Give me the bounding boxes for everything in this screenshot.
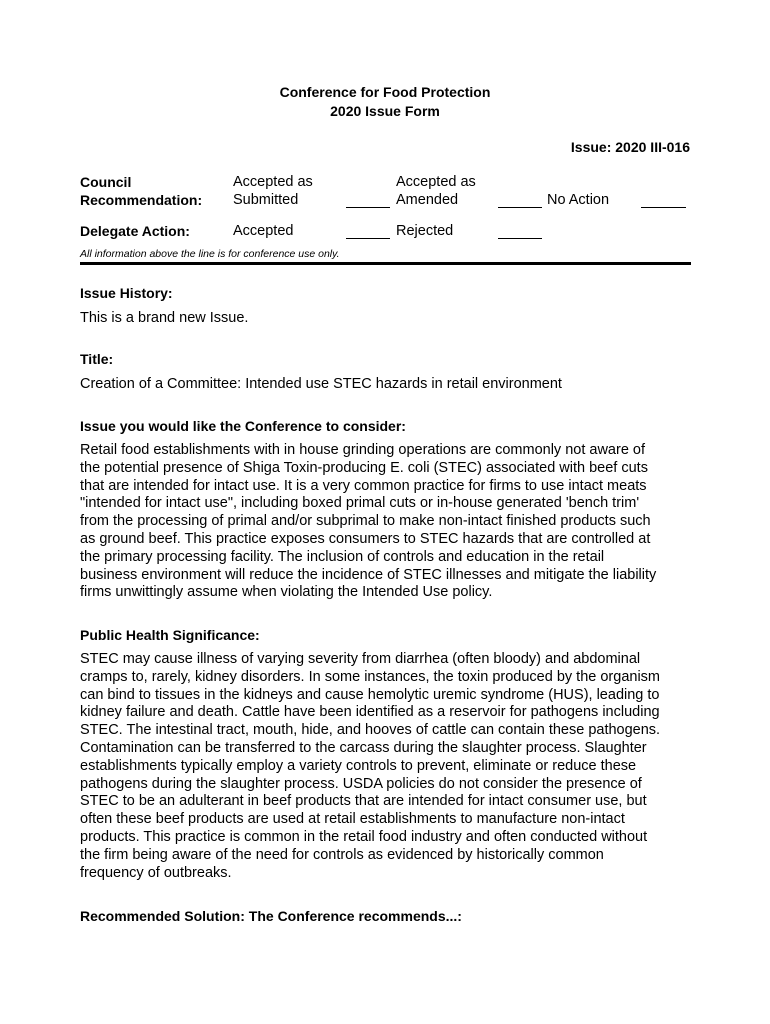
paragraph-line: establishments typically employ a variety controls to prevent, eliminate or reduce these <box>80 757 637 774</box>
paragraph-line: STEC may cause illness of varying severity from diarrhea (often bloody) and abdominal <box>80 651 641 667</box>
title-heading: Title: <box>80 351 114 367</box>
delegate-opt1: Accepted <box>233 223 294 239</box>
paragraph-line: firms unwittingly assume when violating the Intended Use policy. <box>80 584 493 601</box>
paragraph-line: STEC. The intestinal tract, mouth, hide, and hooves of cattle can contain these pathogens. <box>80 722 661 739</box>
paragraph-line: products. This practice is common in the retail food industry and often conducted without <box>80 828 648 845</box>
delegate-opt2-blank[interactable] <box>498 226 542 239</box>
council-label-line2: Recommendation: <box>80 192 203 208</box>
delegate-label: Delegate Action: <box>80 223 190 239</box>
council-opt1-blank[interactable] <box>346 195 390 208</box>
delegate-opt1-blank[interactable] <box>346 226 390 239</box>
paragraph-line: pathogens during the slaughter process. USDA policies do not consider the presence of <box>80 775 642 792</box>
issue-consider-body <box>80 442 692 602</box>
form-title-line1: Conference for Food Protection <box>279 84 491 100</box>
recommended-solution-heading: Recommended Solution: The Conference recommends...: <box>80 908 462 924</box>
council-label-line1: Council <box>80 174 132 190</box>
title-text: Creation of a Committee: Intended use STEC hazards in retail environment <box>80 376 562 392</box>
council-opt2-line2: Amended <box>396 192 459 208</box>
paragraph-line: the potential presence of Shiga Toxin-producing E. coli (STEC) associated with beef cuts <box>80 459 648 476</box>
public-health-body <box>80 651 692 882</box>
paragraph-line: that are intended for intact use. It is a very common practice for firms to use intact meats <box>80 477 647 494</box>
issue-consider-heading: Issue you would like the Conference to consider: <box>80 418 406 434</box>
divider-line <box>80 262 691 265</box>
issue-number: Issue: 2020 III-016 <box>570 139 690 155</box>
paragraph-line: as ground beef. This practice exposes consumers to STEC hazards that are controlled at <box>80 530 651 547</box>
council-opt3-blank[interactable] <box>641 195 686 208</box>
issue-history-heading: Issue History: <box>80 285 173 301</box>
paragraph-line: Retail food establishments with in house grinding operations are commonly not aware of <box>80 442 646 458</box>
paragraph-line: Contamination can be transferred to the carcass during the slaughter process. Slaughter <box>80 739 647 756</box>
issue-history-text: This is a brand new Issue. <box>80 310 249 326</box>
council-opt1-line2: Submitted <box>233 192 299 208</box>
paragraph-line: cramps to, rarely, kidney disorders. In some instances, the toxin produced by the organism <box>80 668 661 685</box>
paragraph-line: the firm being aware of the need for controls as evidenced by historically common <box>80 846 604 863</box>
conference-use-note: All information above the line is for conference use only. <box>80 248 340 260</box>
council-opt1-line1: Accepted as <box>233 174 313 190</box>
paragraph-line: "intended for intact use", including boxed primal cuts or in-house generated 'bench trim' <box>80 495 640 512</box>
council-opt2-blank[interactable] <box>498 195 542 208</box>
paragraph-line: STEC to be an adulterant in beef products that are intended for intact consumer use, but <box>80 793 647 810</box>
public-health-heading: Public Health Significance: <box>80 627 260 643</box>
delegate-opt2: Rejected <box>396 223 454 239</box>
paragraph-line: can bind to tissues in the kidneys and cause hemolytic uremic syndrome (HUS), leading to <box>80 686 660 703</box>
council-opt3: No Action <box>547 192 610 208</box>
form-title-line2: 2020 Issue Form <box>330 103 440 119</box>
paragraph-line: frequency of outbreaks. <box>80 864 232 881</box>
paragraph-line: often these beef products are used at retail establishments to manufacture non-intact <box>80 811 625 828</box>
paragraph-line: business environment will reduce the incidence of STEC illnesses and mitigate the liability <box>80 566 657 583</box>
paragraph-line: kidney failure and death. Cattle have been identified as a reservoir for pathogens including <box>80 704 660 721</box>
paragraph-line: from the processing of primal and/or subprimal to make non-intact finished products such <box>80 513 651 530</box>
council-opt2-line1: Accepted as <box>396 174 476 190</box>
paragraph-line: the primary processing facility. The inclusion of controls and education in the retail <box>80 548 605 565</box>
